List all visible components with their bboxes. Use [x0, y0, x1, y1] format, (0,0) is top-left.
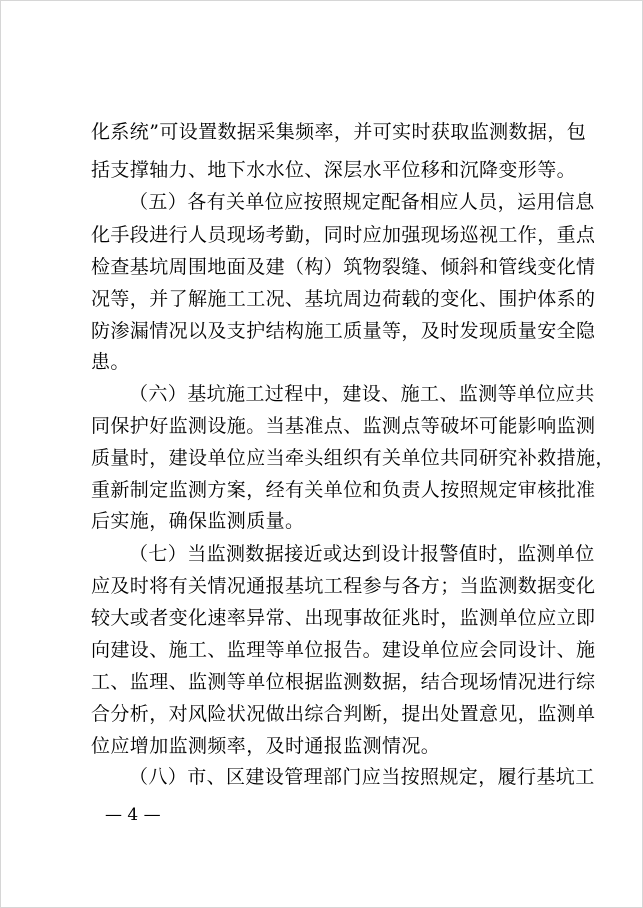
text-line: 合分析，对风险状况做出综合判断，提出处置意见，监测单 — [91, 703, 596, 725]
text-line: 化手段进行人员现场考勤，同时应加强现场巡视工作，重点 — [91, 224, 596, 246]
paragraph-8-start: （八）市、区建设管理部门应当按照规定，履行基坑工 — [129, 766, 595, 788]
text-line: 防渗漏情况以及支护结构施工质量等，及时发现质量安全隐 — [91, 320, 596, 342]
text-line: 较大或者变化速率异常、出现事故征兆时，监测单位应立即 — [91, 607, 596, 629]
text-line: 检查基坑周围地面及建（构）筑物裂缝、倾斜和管线变化情 — [91, 256, 596, 278]
text-line: 位应增加监测频率，及时通报监测情况。 — [91, 735, 441, 757]
paragraph-5-start: （五）各有关单位应按照规定配备相应人员，运用信息 — [129, 191, 595, 213]
text-line: 向建设、施工、监理等单位报告。建设单位应会同设计、施 — [91, 639, 596, 661]
text-line: 况等，并了解施工工况、基坑周边荷载的变化、围护体系的 — [91, 288, 596, 310]
paragraph-7-start: （七）当监测数据接近或达到设计报警值时，监测单位 — [129, 543, 595, 565]
text-line: 应及时将有关情况通报基坑工程参与各方；当监测数据变化 — [91, 575, 596, 597]
text-line: 工、监理、监测等单位根据监测数据，结合现场情况进行综 — [91, 671, 596, 693]
text-line: 质量时，建设单位应当牵头组织有关单位共同研究补救措施， — [91, 447, 615, 469]
text-line: 患。 — [91, 351, 130, 373]
paragraph-6-start: （六）基坑施工过程中，建设、施工、监测等单位应共 — [129, 383, 595, 405]
page-number: — 4 — — [105, 805, 161, 825]
text-line: 同保护好监测设施。当基准点、监测点等破坏可能影响监测 — [91, 415, 596, 437]
text-line: 后实施，确保监测质量。 — [91, 510, 305, 532]
text-line: 重新制定监测方案，经有关单位和负责人按照规定审核批准 — [91, 479, 596, 501]
text-line: 括支撑轴力、地下水水位、深层水平位移和沉降变形等。 — [91, 159, 577, 181]
text-line: 化系统”可设置数据采集频率，并可实时获取监测数据，包 — [91, 121, 587, 143]
